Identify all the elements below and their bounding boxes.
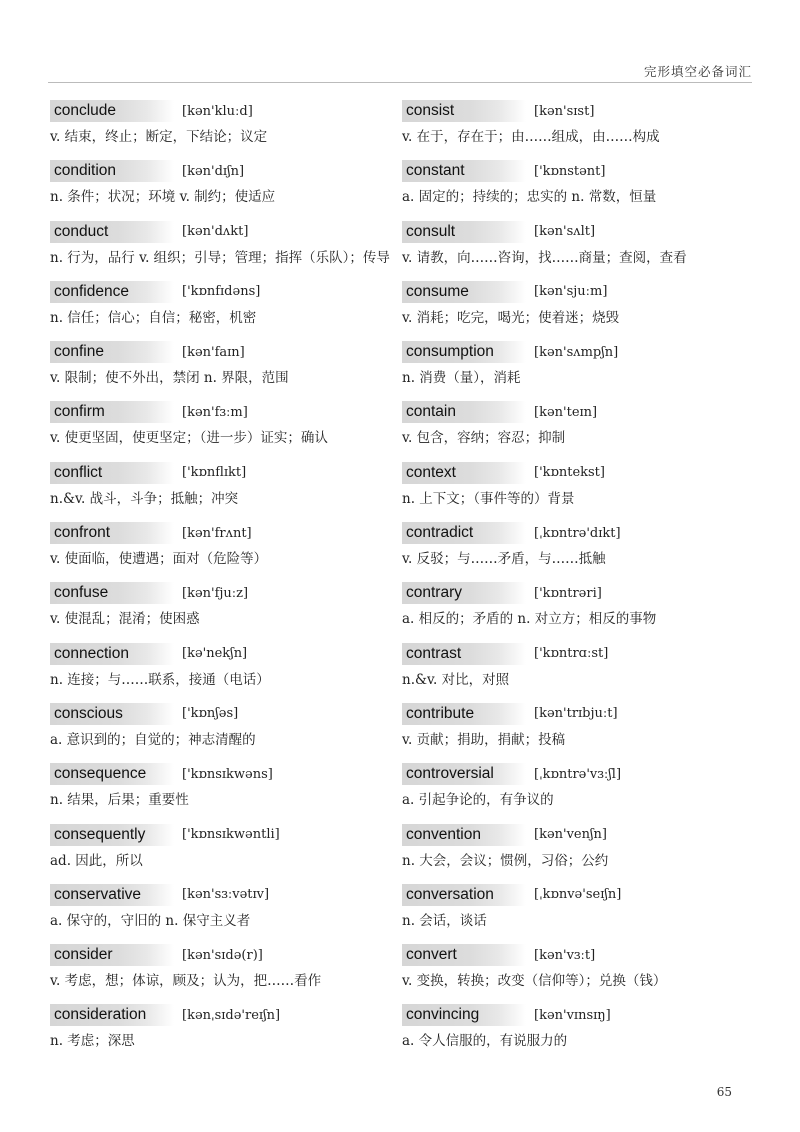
headword: consumption [402, 341, 526, 363]
entry-head-row [50, 460, 400, 486]
phonetic-transcription: ['kɒnfɪdəns] [182, 284, 261, 300]
phonetic-transcription: [kə'nekʃn] [182, 646, 248, 662]
definition: n. 条件；状况；环境 v. 制约；使适应 [50, 189, 276, 206]
headword: constant [402, 160, 526, 182]
definition: v. 请教，向……咨询，找……商量；查阅，查看 [402, 249, 687, 266]
headword: convincing [402, 1004, 526, 1026]
entry-head-row [402, 158, 762, 184]
definition: n.&v. 战斗，斗争；抵触；冲突 [50, 490, 239, 507]
headword: confuse [50, 582, 174, 604]
headword: confine [50, 341, 174, 363]
vocab-entry [50, 399, 400, 459]
phonetic-transcription: [kən'vɪnsɪŋ] [534, 1007, 611, 1023]
headword: contrast [402, 643, 526, 665]
headword: convention [402, 824, 526, 846]
phonetic-transcription: [ˌkɒnvə'seɪʃn] [534, 887, 622, 903]
headword: conservative [50, 884, 174, 906]
definition: v. 贡献；捐助，捐献；投稿 [402, 731, 566, 748]
phonetic-transcription: ['kɒnsɪkwəns] [182, 766, 273, 782]
left-column [50, 98, 400, 1063]
phonetic-transcription: [kən'venʃn] [534, 827, 607, 843]
page-number: 65 [716, 1085, 732, 1099]
phonetic-transcription: [kən'dʌkt] [182, 224, 249, 240]
phonetic-transcription: [kən'sɜːvətɪv] [182, 887, 270, 903]
vocab-entry [50, 460, 400, 520]
definition: v. 反驳；与……矛盾，与……抵触 [402, 551, 606, 568]
phonetic-transcription: ['kɒnflɪkt] [182, 465, 247, 481]
definition: n. 大会，会议；惯例，习俗；公约 [402, 852, 609, 869]
entry-head-row [50, 701, 400, 727]
definition: v. 变换，转换；改变（信仰等）；兑换（钱） [402, 973, 667, 990]
headword: consult [402, 221, 526, 243]
vocab-entry [402, 219, 762, 279]
definition: a. 令人信服的，有说服力的 [402, 1033, 568, 1050]
headword: contain [402, 401, 526, 423]
entry-head-row [50, 219, 400, 245]
phonetic-transcription: [kən'faɪn] [182, 344, 245, 360]
vocab-entry [402, 580, 762, 640]
entry-head-row [402, 701, 762, 727]
vocab-entry [402, 158, 762, 218]
entry-head-row [402, 460, 762, 486]
right-column [402, 98, 762, 1063]
vocab-entry [402, 822, 762, 882]
definition: n. 上下文；（事件等的）背景 [402, 490, 575, 507]
headword: contribute [402, 703, 526, 725]
phonetic-transcription: ['kɒntekst] [534, 465, 605, 481]
entry-head-row [402, 882, 762, 908]
entry-head-row [402, 219, 762, 245]
definition: n. 会话，谈话 [402, 912, 487, 929]
headword: condition [50, 160, 174, 182]
headword: conflict [50, 462, 174, 484]
entry-head-row [402, 279, 762, 305]
vocab-entry [50, 158, 400, 218]
phonetic-transcription: [kən'sʌmpʃn] [534, 344, 619, 360]
definition: n. 连接；与……联系，接通（电话） [50, 671, 270, 688]
definition: v. 使面临，使遭遇；面对（危险等） [50, 551, 268, 568]
vocab-entry [402, 641, 762, 701]
entry-head-row [50, 942, 400, 968]
vocab-entry [402, 942, 762, 1002]
vocab-entry [50, 98, 400, 158]
vocab-entry [402, 460, 762, 520]
phonetic-transcription: ['kɒntrəri] [534, 585, 602, 601]
vocab-entry [402, 882, 762, 942]
vocab-entry [50, 219, 400, 279]
headword: consist [402, 100, 526, 122]
entry-head-row [50, 761, 400, 787]
vocab-entry [50, 882, 400, 942]
headword: contrary [402, 582, 526, 604]
phonetic-transcription: [kən'trɪbjuːt] [534, 706, 618, 722]
definition: v. 考虑，想；体谅，顾及；认为，把……看作 [50, 973, 322, 990]
definition: a. 意识到的；自觉的；神志清醒的 [50, 731, 256, 748]
header-divider [48, 82, 752, 83]
entry-head-row [50, 882, 400, 908]
phonetic-transcription: [kən'kluːd] [182, 103, 253, 119]
entry-head-row [402, 942, 762, 968]
phonetic-transcription: [kən'fɜːm] [182, 404, 248, 420]
entry-head-row [50, 158, 400, 184]
headword: confront [50, 522, 174, 544]
definition: v. 使混乱；混淆；使困惑 [50, 611, 200, 628]
definition: n. 结果，后果；重要性 [50, 792, 189, 809]
vocab-entry [50, 580, 400, 640]
phonetic-transcription: ['kɒnʃəs] [182, 706, 239, 722]
headword: conclude [50, 100, 174, 122]
definition: n. 消费（量），消耗 [402, 370, 521, 387]
vocab-entry [50, 761, 400, 821]
headword: confidence [50, 281, 174, 303]
headword: context [402, 462, 526, 484]
definition: n. 考虑；深思 [50, 1033, 135, 1050]
vocab-entry [402, 98, 762, 158]
vocab-entry [50, 701, 400, 761]
definition: v. 限制；使不外出，禁闭 n. 界限，范围 [50, 370, 289, 387]
phonetic-transcription: [kənˌsɪdə'reɪʃn] [182, 1007, 281, 1023]
entry-head-row [402, 339, 762, 365]
entry-head-row [50, 339, 400, 365]
headword: consume [402, 281, 526, 303]
entry-head-row [50, 98, 400, 124]
phonetic-transcription: ['kɒnsɪkwəntli] [182, 827, 280, 843]
page-header-title: 完形填空必备词汇 [643, 64, 752, 79]
headword: controversial [402, 763, 526, 785]
entry-head-row [50, 641, 400, 667]
headword: contradict [402, 522, 526, 544]
vocab-entry [50, 942, 400, 1002]
vocab-entry [50, 520, 400, 580]
entry-head-row [50, 1002, 400, 1028]
vocab-entry [50, 339, 400, 399]
vocab-entry [402, 761, 762, 821]
phonetic-transcription: ['kɒntrɑːst] [534, 646, 609, 662]
phonetic-transcription: ['kɒnstənt] [534, 163, 606, 179]
phonetic-transcription: [kən'sʌlt] [534, 224, 596, 240]
headword: consequence [50, 763, 174, 785]
headword: convert [402, 944, 526, 966]
vocab-entry [402, 1002, 762, 1062]
phonetic-transcription: [kən'sɪdə(r)] [182, 947, 263, 963]
vocab-entry [50, 822, 400, 882]
definition: a. 相反的；矛盾的 n. 对立方；相反的事物 [402, 611, 657, 628]
headword: conduct [50, 221, 174, 243]
phonetic-transcription: [kən'fjuːz] [182, 585, 249, 601]
definition: v. 使更坚固，使更坚定；（进一步）证实；确认 [50, 430, 328, 447]
definition: n.&v. 对比，对照 [402, 671, 510, 688]
vocab-entry [402, 339, 762, 399]
entry-head-row [50, 520, 400, 546]
vocab-entry [50, 641, 400, 701]
vocab-entry [402, 520, 762, 580]
phonetic-transcription: [kən'dɪʃn] [182, 163, 245, 179]
vocab-entry [402, 399, 762, 459]
headword: confirm [50, 401, 174, 423]
entry-head-row [402, 1002, 762, 1028]
definition: a. 固定的；持续的；忠实的 n. 常数，恒量 [402, 189, 657, 206]
vocab-entry [50, 279, 400, 339]
phonetic-transcription: [kən'sɪst] [534, 103, 595, 119]
entry-head-row [50, 822, 400, 848]
definition: n. 行为，品行 v. 组织；引导；管理；指挥（乐队）；传导 [50, 249, 390, 266]
entry-head-row [402, 98, 762, 124]
entry-head-row [50, 279, 400, 305]
phonetic-transcription: [kən'sjuːm] [534, 284, 608, 300]
definition: a. 保守的，守旧的 n. 保守主义者 [50, 912, 251, 929]
entry-head-row [402, 580, 762, 606]
phonetic-transcription: [kən'frʌnt] [182, 525, 252, 541]
headword: conversation [402, 884, 526, 906]
vocab-entry [50, 1002, 400, 1062]
phonetic-transcription: [kən'vɜːt] [534, 947, 596, 963]
headword: conscious [50, 703, 174, 725]
headword: consequently [50, 824, 174, 846]
headword: connection [50, 643, 174, 665]
entry-head-row [402, 399, 762, 425]
headword: consideration [50, 1004, 174, 1026]
headword: consider [50, 944, 174, 966]
phonetic-transcription: [ˌkɒntrə'dɪkt] [534, 525, 621, 541]
definition: n. 信任；信心；自信；秘密，机密 [50, 309, 257, 326]
definition: a. 引起争论的，有争议的 [402, 792, 554, 809]
definition: v. 在于，存在于；由……组成，由……构成 [402, 129, 660, 145]
entry-head-row [50, 580, 400, 606]
entry-head-row [402, 822, 762, 848]
vocab-entry [402, 279, 762, 339]
definition: v. 消耗；吃完，喝光；使着迷；烧毁 [402, 309, 620, 326]
entry-head-row [50, 399, 400, 425]
definition: ad. 因此，所以 [50, 852, 143, 869]
phonetic-transcription: [kən'teɪn] [534, 404, 598, 420]
definition: v. 结束，终止；断定，下结论；议定 [50, 129, 268, 145]
entry-head-row [402, 641, 762, 667]
entry-head-row [402, 520, 762, 546]
definition: v. 包含，容纳；容忍；抑制 [402, 430, 566, 447]
entry-head-row [402, 761, 762, 787]
phonetic-transcription: [ˌkɒntrə'vɜːʃl] [534, 766, 622, 782]
vocab-entry [402, 701, 762, 761]
